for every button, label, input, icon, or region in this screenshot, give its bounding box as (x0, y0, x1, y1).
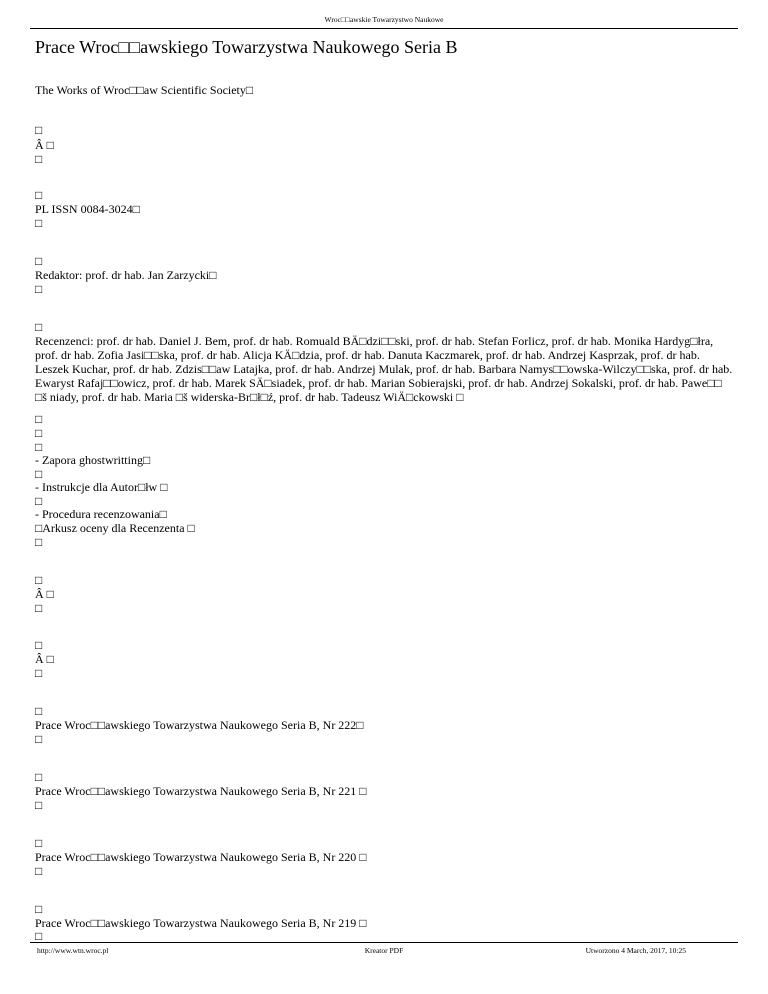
line-blank: □ (35, 152, 43, 166)
line-glyph: Â □ (35, 138, 54, 152)
line-blank: □ (35, 254, 43, 268)
line-blank: □ (35, 929, 43, 943)
line-blank: □ (35, 320, 43, 334)
footer-rule (30, 942, 738, 943)
link-author-instructions[interactable]: - Instrukcje dla Autor□łw □ (35, 480, 168, 494)
line-blank: □ (35, 732, 43, 746)
line-editor: Redaktor: prof. dr hab. Jan Zarzycki□ (35, 268, 217, 282)
line-blank: □ (35, 638, 43, 652)
header-rule (30, 28, 738, 29)
footer-generator: Kreator PDF (364, 946, 404, 955)
line-blank: □ (35, 902, 43, 916)
line-blank: □ (35, 216, 43, 230)
line-glyph: Â □ (35, 587, 54, 601)
line-blank: □ (35, 440, 43, 454)
line-blank: □ (35, 535, 43, 549)
issue-link-222[interactable]: Prace Wroc□□awskiego Towarzystwa Naukowego Seria B, Nr 222□ (35, 718, 364, 732)
line-blank: □ (35, 836, 43, 850)
line-blank: □ (35, 412, 43, 426)
page-header: Wroc□□awskie Towarzystwo Naukowe (324, 15, 444, 24)
line-blank: □ (35, 573, 43, 587)
reviewers-paragraph: Recenzenci: prof. dr hab. Daniel J. Bem, prof. dr hab. Romuald BÄ□dzi□□ski, prof. dr hab. Stefan Forlicz, prof. dr hab. Monika Hardyg□łra, prof. dr hab. Zofia Jasi□□ska, prof. dr hab. Alicja KÄ□dzia, prof. dr hab. Danuta Kaczmarek, prof. dr hab. Andrzej Kasprzak, prof. dr hab. Leszek Kuchar, prof. dr hab. Zdzis□□aw Latajka, prof. dr hab. Andrzej Mulak, prof. dr hab. Barbara Namys□□owska-Wilczy□□ska, prof. dr hab. Ewaryst Rafaj□□owicz, prof. dr hab. Marek SÄ□siadek, prof. dr hab. Marian Sobierajski, prof. dr hab. Andrzej Sokalski, prof. dr hab. Pawe□□ □š niady, prof. dr hab. Maria □š widerska-Br□ł□ź, prof. dr hab. Tadeusz WiÄ□ckowski □ (35, 334, 733, 404)
line-blank: □ (35, 704, 43, 718)
line-blank: □ (35, 864, 43, 878)
line-blank: □ (35, 770, 43, 784)
link-ghostwriting[interactable]: - Zapora ghostwritting□ (35, 453, 151, 467)
line-blank: □ (35, 601, 43, 615)
line-blank: □ (35, 798, 43, 812)
page-title: Prace Wroc□□awskiego Towarzystwa Naukowego Seria B (35, 37, 458, 57)
line-blank: □ (35, 188, 43, 202)
footer-url[interactable]: http://www.wtn.wroc.pl (37, 946, 109, 955)
line-blank: □ (35, 123, 43, 137)
link-review-procedure[interactable]: - Procedura recenzowania□ (35, 507, 167, 521)
issue-link-219[interactable]: Prace Wroc□□awskiego Towarzystwa Naukowego Seria B, Nr 219 □ (35, 916, 367, 930)
line-blank: □ (35, 426, 43, 440)
line-blank: □ (35, 282, 43, 296)
line-glyph: Â □ (35, 652, 54, 666)
footer-created: Utworzono 4 March, 2017, 10:25 (585, 946, 686, 955)
line-blank: □ (35, 666, 43, 680)
line-subtitle: The Works of Wroc□□aw Scientific Society□ (35, 83, 254, 97)
link-reviewer-form[interactable]: □Arkusz oceny dla Recenzenta □ (35, 521, 195, 535)
line-blank: □ (35, 467, 43, 481)
issue-link-220[interactable]: Prace Wroc□□awskiego Towarzystwa Naukowego Seria B, Nr 220 □ (35, 850, 367, 864)
line-blank: □ (35, 494, 43, 508)
issue-link-221[interactable]: Prace Wroc□□awskiego Towarzystwa Naukowego Seria B, Nr 221 □ (35, 784, 367, 798)
line-issn: PL ISSN 0084-3024□ (35, 202, 140, 216)
